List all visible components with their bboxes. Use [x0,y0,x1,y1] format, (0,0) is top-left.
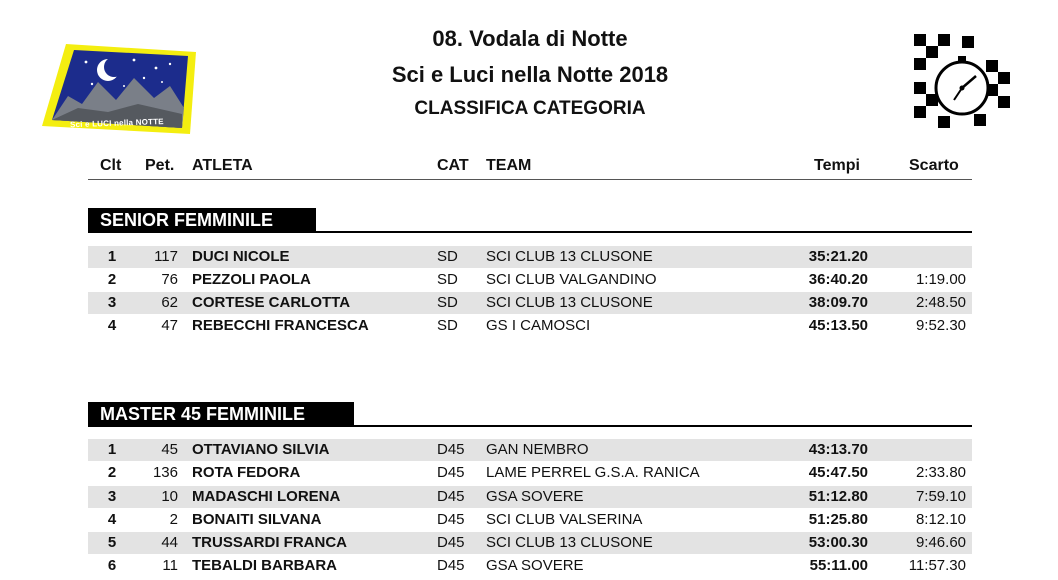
athlete-name: PEZZOLI PAOLA [192,271,311,288]
rank: 2 [107,464,117,481]
time-gap: 11:57.30 [908,557,966,574]
race-time: 35:21.20 [808,248,868,265]
race-time: 43:13.70 [808,441,868,458]
event-subtitle: Sci e Luci nella Notte 2018 [391,62,669,87]
bib-number: 10 [161,488,178,505]
team-name: GS I CAMOSCI [486,317,591,334]
race-time: 53:00.30 [808,534,868,551]
table-row [88,315,972,337]
bib-number: 62 [161,294,178,311]
category-heading: MASTER 45 FEMMINILE [88,402,354,426]
team-name: SCI CLUB VALGANDINO [486,271,657,288]
athlete-name: TEBALDI BARBARA [192,557,337,574]
rank: 3 [107,488,117,505]
category-code: D45 [437,534,465,551]
athlete-name: ROTA FEDORA [192,464,301,481]
time-gap: 9:52.30 [915,317,966,334]
team-name: GAN NEMBRO [486,441,589,458]
race-time: 51:25.80 [808,511,868,528]
table-row [88,462,972,484]
rank: 5 [107,534,117,551]
team-name: SCI CLUB 13 CLUSONE [486,248,653,265]
column-header-pet: Pet. [145,157,175,174]
bib-number: 11 [162,557,178,574]
time-gap: 9:46.60 [915,534,966,551]
rank: 1 [107,441,117,458]
category-code: SD [437,317,458,334]
team-name: GSA SOVERE [486,557,584,574]
event-title: 08. Vodala di Notte [432,26,628,51]
category-code: SD [437,294,458,311]
rank: 3 [107,294,117,311]
race-time: 36:40.20 [808,271,868,288]
table-row [88,532,972,554]
column-header-atleta: ATLETA [192,157,253,174]
category-divider [88,425,972,427]
category-heading: SENIOR FEMMINILE [88,208,316,232]
time-gap: 2:33.80 [915,464,966,481]
bib-number: 2 [169,511,178,528]
race-time: 51:12.80 [808,488,868,505]
column-header-tempi: Tempi [814,157,860,174]
race-time: 55:11.00 [809,557,868,574]
athlete-name: BONAITI SILVANA [192,511,322,528]
bib-number: 76 [161,271,178,288]
table-row [88,292,972,314]
team-name: LAME PERREL G.S.A. RANICA [486,464,700,481]
table-row [88,509,972,531]
table-row [88,269,972,291]
event-logo [38,38,200,138]
time-gap: 1:19.00 [915,271,966,288]
column-header-cat: CAT [437,157,469,174]
rank: 4 [107,511,117,528]
time-gap: 7:59.10 [915,488,966,505]
rank: 4 [107,317,117,334]
table-row [88,486,972,508]
team-name: SCI CLUB VALSERINA [486,511,643,528]
column-header-team: TEAM [486,157,532,174]
rank: 6 [107,557,117,574]
bib-number: 45 [161,441,178,458]
category-code: D45 [437,464,465,481]
race-time: 38:09.70 [808,294,868,311]
bib-number: 117 [154,248,178,265]
bib-number: 44 [161,534,178,551]
table-row [88,439,972,461]
athlete-name: MADASCHI LORENA [192,488,341,505]
bib-number: 47 [161,317,178,334]
category-code: SD [437,271,458,288]
column-header-clt: Clt [100,157,122,174]
race-time: 45:13.50 [808,317,868,334]
category-code: SD [437,248,458,265]
bib-number: 136 [152,464,178,481]
stopwatch-flag-icon [910,30,1014,134]
category-divider [88,231,972,233]
category-code: D45 [437,557,465,574]
header-divider [88,179,972,180]
time-gap: 2:48.50 [915,294,966,311]
table-row [88,246,972,268]
team-name: GSA SOVERE [486,488,584,505]
category-code: D45 [437,488,465,505]
athlete-name: DUCI NICOLE [192,248,290,265]
column-header-scarto: Scarto [909,157,959,174]
team-name: SCI CLUB 13 CLUSONE [486,534,653,551]
time-gap: 8:12.10 [915,511,966,528]
category-code: D45 [437,511,465,528]
athlete-name: OTTAVIANO SILVIA [192,441,330,458]
page-title: CLASSIFICA CATEGORIA [414,98,646,119]
timing-logo [910,30,1014,134]
category-code: D45 [437,441,465,458]
race-time: 45:47.50 [808,464,868,481]
athlete-name: TRUSSARDI FRANCA [192,534,347,551]
team-name: SCI CLUB 13 CLUSONE [486,294,653,311]
athlete-name: REBECCHI FRANCESCA [192,317,369,334]
athlete-name: CORTESE CARLOTTA [192,294,351,311]
rank: 1 [107,248,117,265]
rank: 2 [107,271,117,288]
table-row [88,555,972,577]
logo-text: Sci e LUCI nella NOTTE [69,116,164,130]
